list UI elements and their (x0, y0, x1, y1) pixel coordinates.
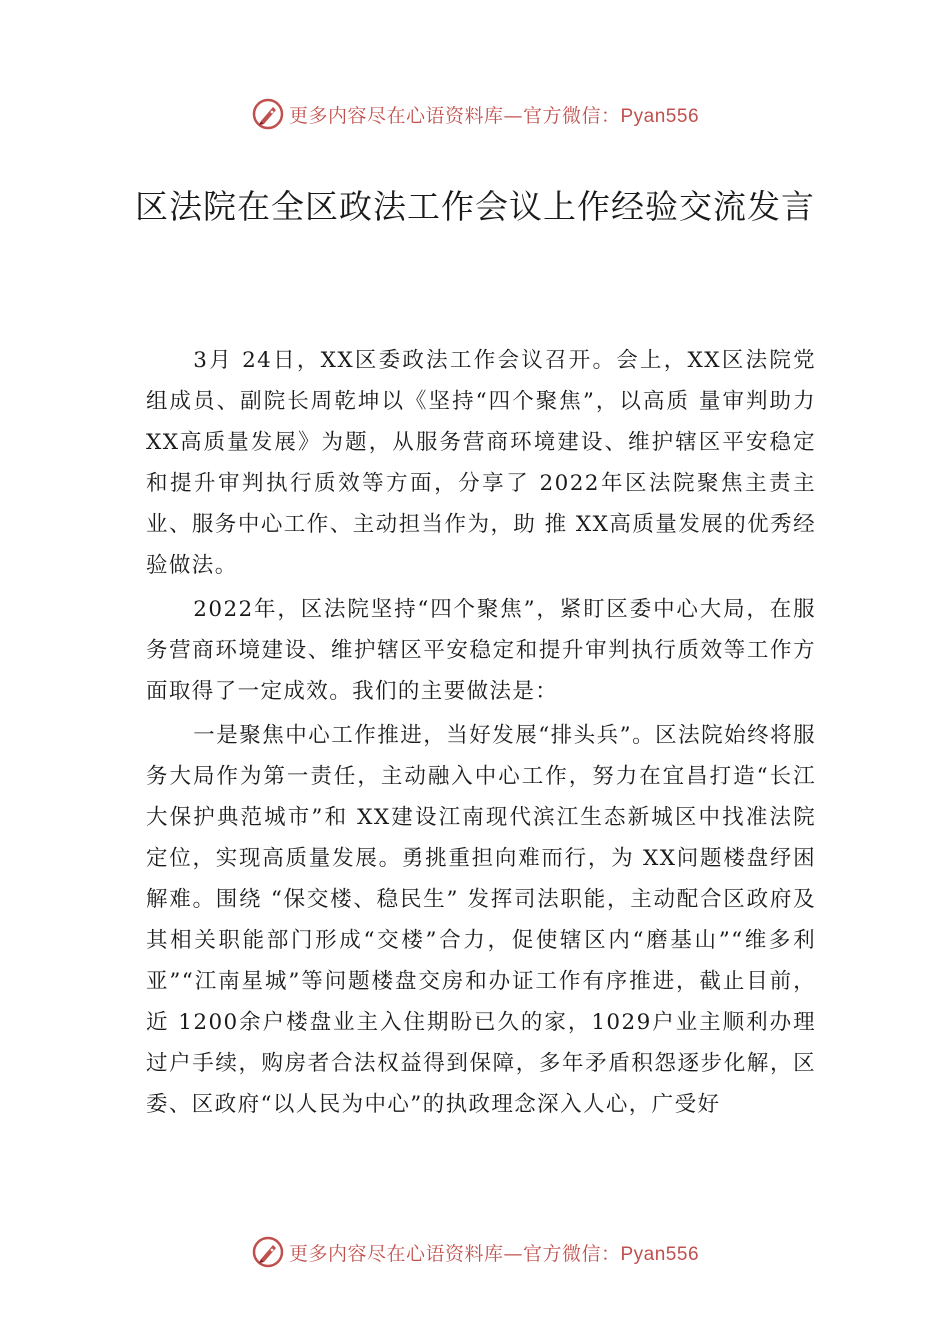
paragraph-1: 3月 24日，XX区委政法工作会议召开。会上，XX区法院党组成员、副院长周乾坤以《坚持“四个聚焦”，以高质 量审判助力 XX高质量发展》为题，从服务营商环境建设、维护辖区平安稳定和提升审判执行质效等方面，分享了 2022年区法院聚焦主责主业、服务中心工作、主动担当作为，助 推 XX高质量发展的优秀经验做法。 (146, 348, 816, 578)
header-watermark-banner (0, 94, 950, 134)
paragraph-3: 一是聚焦中心工作推进，当好发展“排头兵”。区法院始终将服务大局作为第一责任，主动融入中心工作，努力在宜昌打造“长江大保护典范城市”和 XX建设江南现代滨江生态新城区中找准法院定位，实现高质量发展。勇挑重担向难而行，为 XX问题楼盘纾困解难。围绕 “保交楼、稳民生” 发挥司法职能，主动配合区政府及其相关职能部门形成“交楼”合力，促使辖区内“磨基山”“维多利亚”“江南星城”等问题楼盘交房和办证工作有序推进，截止目前，近 1200余户楼盘业主入住期盼已久的家，1029户业主顺利办理过户手续，购房者合法权益得到保障，多年矛盾积怨逐步化解，区委、区政府“以人民为中心”的执政理念深入人心，广受好 (146, 723, 816, 1117)
footer-watermark-banner (0, 1232, 950, 1272)
document-title: 区法院在全区政法工作会议上作经验交流发言 (135, 187, 815, 226)
pen-nib-logo-icon (251, 1235, 285, 1269)
pen-nib-logo-icon (251, 97, 285, 131)
document-body (146, 340, 816, 1128)
watermark-text: 更多内容尽在心语资料库—官方微信：Pyan556 (288, 1242, 700, 1265)
watermark-text: 更多内容尽在心语资料库—官方微信：Pyan556 (288, 104, 700, 127)
paragraph-2: 2022年，区法院坚持“四个聚焦”，紧盯区委中心大局，在服务营商环境建设、维护辖区平安稳定和提升审判执行质效等工作方面取得了一定成效。我们的主要做法是： (146, 597, 816, 704)
